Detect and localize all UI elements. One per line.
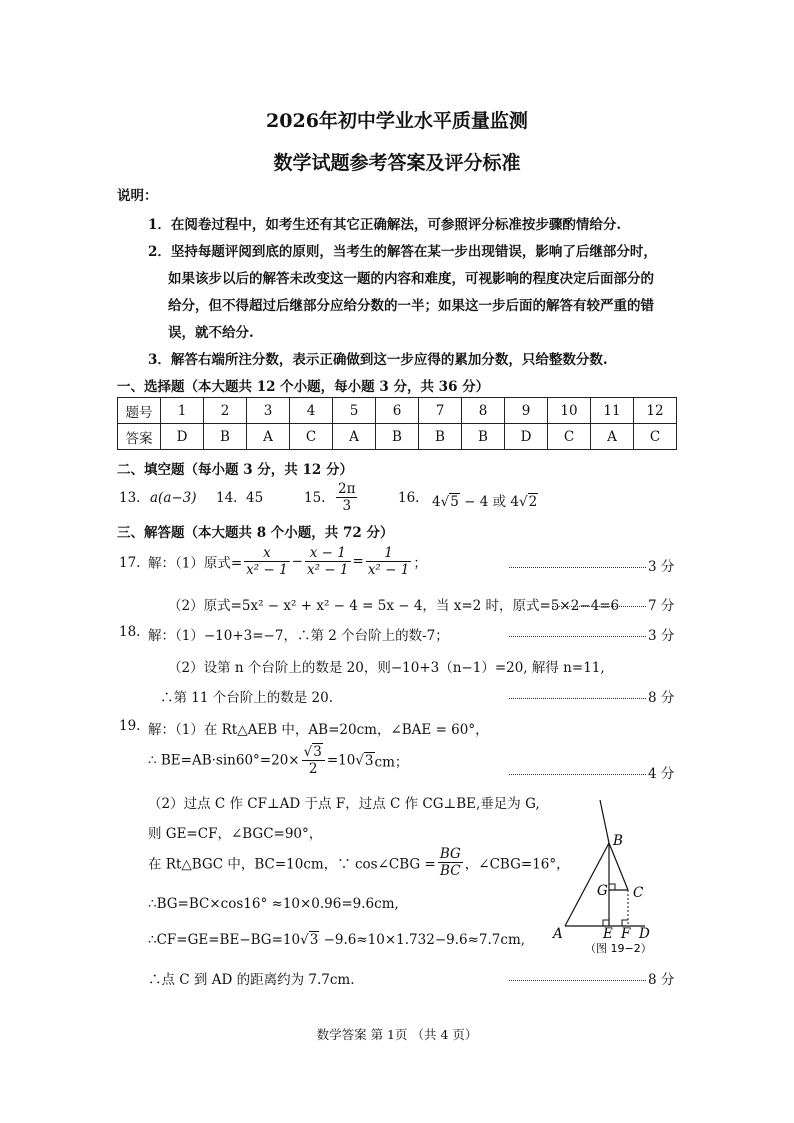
q18-line-1: 解：（1）−10+3=−7，∴第 2 个台阶上的数-7；: [148, 628, 449, 644]
point-label-f: F: [621, 926, 631, 942]
table-cell: 11: [591, 398, 634, 424]
q13-answer: a(a−3): [150, 490, 197, 506]
point-label-g: G: [597, 883, 608, 899]
q18-label: 18.: [119, 624, 141, 640]
q19-line-1: 解：（1）在 Rt△AEB 中，AB=20cm，∠BAE = 60°，: [148, 722, 489, 738]
table-cell: D: [161, 424, 204, 450]
q17-f1-num: x: [244, 545, 290, 562]
note-item-2-line-1: 2．坚持每题评阅到底的原则，当考生的解答在某一步出现错误，影响了后继部分时，: [148, 244, 657, 260]
q19-frac-num: BG: [439, 846, 461, 862]
table-cell: 10: [548, 398, 591, 424]
q19-label: 19.: [119, 718, 141, 734]
page-subtitle: 数学试题参考答案及评分标准: [273, 152, 521, 174]
q19-line-3: （2）过点 C 作 CF⊥AD 于点 F，过点 C 作 CG⊥BE,垂足为 G,: [148, 796, 540, 812]
q17-score-2: 7 分: [648, 598, 675, 614]
point-label-d: D: [639, 926, 650, 942]
point-label-b: B: [613, 833, 623, 849]
q17-score-1: 3 分: [648, 559, 675, 575]
q17-line-2: （2）原式=5x² − x² + x² − 4 = 5x − 4，当 x=2 时，原式=5×2−4=6: [168, 598, 620, 614]
score-leader: [509, 567, 646, 568]
segment-extension: [600, 800, 609, 843]
table-cell: B: [462, 424, 505, 450]
answer-table-row-answers: [118, 424, 677, 450]
score-leader: [509, 698, 646, 699]
table-cell: D: [505, 424, 548, 450]
q16-coeff: 4: [432, 494, 441, 510]
q19-line-4: 则 GE=CF，∠BGC=90°，: [148, 826, 323, 842]
score-leader: [509, 980, 646, 981]
q19-frac-den: BC: [440, 863, 461, 879]
table-header-cell: 答案: [118, 424, 161, 450]
answer-table: [117, 397, 677, 450]
q19-score-2: 8 分: [648, 972, 675, 988]
page-title: 2026年初中学业水平质量监测: [266, 110, 528, 132]
q18-line-2: （2）设第 n 个台阶上的数是 20，则−10+3（n−1）=20, 解得 n=11,: [168, 660, 605, 676]
table-cell: 6: [376, 398, 419, 424]
page-footer: 数学答案 第 1页 （共 4 页）: [316, 1027, 478, 1042]
table-cell: C: [634, 424, 677, 450]
table-cell: C: [290, 424, 333, 450]
q15-label: 15.: [304, 490, 326, 506]
q16-radicand-a: 5: [450, 494, 459, 510]
table-cell: 8: [462, 398, 505, 424]
table-cell: 1: [161, 398, 204, 424]
q15-answer: [334, 481, 359, 514]
table-cell: 3: [247, 398, 290, 424]
q13-label: 13.: [119, 490, 141, 506]
q19-radicand: 3: [313, 744, 322, 760]
q14-answer: 45: [246, 490, 264, 506]
q17-line-1: [148, 545, 427, 578]
sqrt-sign: √: [518, 494, 528, 510]
segment-bc: [609, 843, 628, 890]
table-cell: 9: [505, 398, 548, 424]
table-cell: A: [591, 424, 634, 450]
q19-line-5-a: 在 Rt△BGC 中，BC=10cm，∵ cos∠CBG =: [148, 856, 436, 873]
point-label-a: A: [553, 926, 563, 942]
sqrt-sign: √: [300, 932, 309, 948]
notes-heading: 说明：: [117, 188, 158, 204]
q17-f2-den: x² − 1: [306, 562, 349, 578]
section-1-heading: 一、选择题（本大题共 12 个小题，每小题 3 分，共 36 分）: [117, 379, 490, 395]
q17-minus: −: [291, 553, 303, 570]
table-cell: 12: [634, 398, 677, 424]
q19-line-6: ∴BG=BC×cos16° ≈10×0.96=9.6cm,: [148, 896, 399, 912]
q18-score-2: 8 分: [648, 690, 675, 706]
table-cell: 7: [419, 398, 462, 424]
q19-radicand-3: 3: [309, 932, 319, 948]
section-3-heading: 三、解答题（本大题共 8 个小题，共 72 分）: [117, 525, 394, 541]
right-angle-g: [609, 884, 615, 890]
note-item-1: 1．在阅卷过程中，如考生还有其它正确解法，可参照评分标准按步骤酌情给分.: [148, 217, 622, 233]
q15-denominator: 3: [342, 498, 352, 514]
score-leader: [509, 774, 646, 775]
q19-score-1: 4 分: [648, 766, 675, 782]
note-item-2-line-2: 如果该步以后的解答未改变这一题的内容和难度，可视影响的程度决定后面部分的: [168, 271, 654, 287]
q15-numerator: 2π: [338, 481, 356, 497]
table-header-cell: 题号: [118, 398, 161, 424]
point-label-e: E: [603, 926, 613, 942]
table-cell: B: [204, 424, 247, 450]
q17-f3-den: x² − 1: [367, 562, 410, 578]
q16-label: 16.: [398, 490, 420, 506]
table-cell: C: [548, 424, 591, 450]
q17-tail: ；: [413, 555, 427, 572]
note-item-2-line-3: 给分，但不得超过后继部分应给分数的一半；如果这一步后面的解答有较严重的错: [168, 298, 654, 314]
q17-label: 17.: [119, 555, 141, 571]
q16-middle: − 4 或 4: [459, 494, 519, 510]
geometry-figure: [545, 795, 670, 960]
q19-line-2-b: =10: [326, 752, 356, 769]
sqrt-sign: √: [303, 744, 313, 760]
figure-caption: （图 19−2）: [585, 942, 652, 955]
q19-line-8: ∴点 C 到 AD 的距离约为 7.7cm.: [148, 972, 355, 988]
q19-line-7: [148, 932, 525, 948]
q18-score-1: 3 分: [648, 628, 675, 644]
score-leader: [552, 606, 646, 607]
q19-line-2-a: ∴ BE=AB·sin60°=20×: [148, 752, 300, 769]
q17-f2-num: x − 1: [305, 545, 351, 562]
section-2-heading: 二、填空题（每小题 3 分，共 12 分）: [117, 462, 353, 478]
point-label-c: C: [633, 885, 644, 901]
q14-label: 14.: [216, 490, 238, 506]
table-cell: B: [419, 424, 462, 450]
q19-line-5-b: ，∠CBG=16°，: [464, 856, 570, 873]
q16-answer: [432, 490, 538, 510]
table-cell: B: [376, 424, 419, 450]
q19-line-2-c: cm；: [374, 754, 409, 771]
q19-denominator: 2: [308, 761, 318, 777]
table-cell: 2: [204, 398, 247, 424]
sqrt-sign: √: [440, 494, 450, 510]
table-cell: A: [333, 424, 376, 450]
answer-table-row-numbers: [118, 398, 677, 424]
q19-line-2: [148, 744, 408, 777]
q19-radicand-2: 3: [364, 752, 374, 769]
q19-line-7-b: −9.6≈10×1.732−9.6≈7.7cm,: [319, 932, 526, 948]
sqrt-sign: √: [355, 752, 364, 769]
table-cell: A: [247, 424, 290, 450]
score-leader: [509, 636, 646, 637]
q16-radicand-b: 2: [528, 494, 538, 510]
q17-intro: 解：（1）原式=: [148, 555, 243, 572]
table-cell: 5: [333, 398, 376, 424]
q18-line-3: ∴第 11 个台阶上的数是 20.: [160, 690, 334, 706]
table-cell: 4: [290, 398, 333, 424]
q17-eq: =: [352, 553, 364, 570]
note-item-3: 3．解答右端所注分数，表示正确做到这一步应得的累加分数，只给整数分数.: [148, 352, 608, 368]
q19-line-5: [148, 846, 570, 879]
q19-line-7-a: ∴CF=GE=BE−BG=10: [148, 932, 301, 948]
note-item-2-line-4: 误，就不给分.: [168, 325, 254, 341]
q17-f3-num: 1: [366, 545, 412, 562]
q17-f1-den: x² − 1: [246, 562, 288, 578]
